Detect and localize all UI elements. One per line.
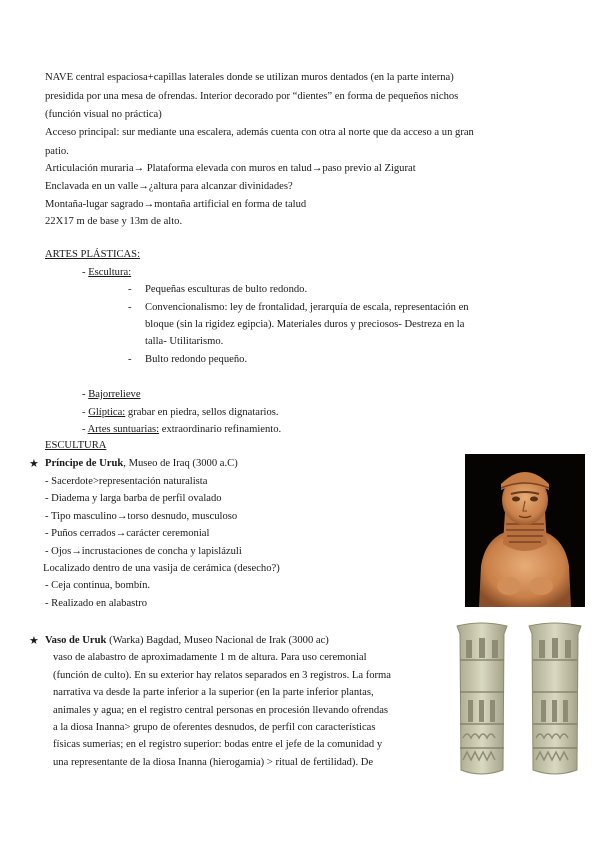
principe-item: - Puños cerrados→carácter ceremonial <box>45 528 210 539</box>
principe-title: Príncipe de Uruk <box>45 458 124 469</box>
vaso-photo <box>449 620 590 783</box>
intro-line: presidida por una mesa de ofrendas. Interior decorado por “dientes” en forma de pequeños nichos <box>45 91 459 102</box>
intro-line: NAVE central espaciosa+capillas laterales donde se utilizan muros dentados (en la parte interna) <box>45 72 454 83</box>
statue-illustration <box>465 454 585 607</box>
gliptica-label: Glíptica: <box>88 407 126 418</box>
vaso-line: narrativa va desde la parte inferior a la superior (en la parte inferior plantas, <box>53 687 374 698</box>
vaso-line: una representante de la diosa Inanna (hierogamia) > ritual de fertilidad). De <box>53 757 374 768</box>
suntuarias-prefix: - <box>82 424 88 435</box>
escultura-prefix: - <box>82 267 89 278</box>
vase-illustration <box>449 620 590 783</box>
principe-item: - Diadema y larga barba de perfil ovalado <box>45 493 222 504</box>
intro-line: Enclavada en un valle→¿altura para alcanzar divinidades? <box>45 181 293 192</box>
principe-photo <box>465 454 585 607</box>
gliptica-item <box>82 404 279 422</box>
suntuarias-item <box>82 421 281 439</box>
principe-item: - Sacerdote>representación naturalista <box>45 476 208 487</box>
intro-line: Articulación muraria→ Plataforma elevada con muros en talud→paso previo al Zigurat <box>45 163 416 174</box>
principe-item: - Tipo masculino→torso desnudo, musculoso <box>45 511 238 522</box>
star-icon: ★ <box>29 635 39 647</box>
intro-line: patio. <box>45 146 69 157</box>
intro-line: 22X17 m de base y 13m de alto. <box>45 216 183 227</box>
vaso-title: Vaso de Uruk <box>45 635 107 646</box>
principe-item: - Ceja continua, bombín. <box>45 580 151 591</box>
escultura-heading: ESCULTURA <box>45 440 107 451</box>
bajorrelieve-item <box>82 386 141 404</box>
bullet-dash: - <box>128 302 132 313</box>
vaso-line: físicas sumerias; en el registro superior: bodas entre el jefe de la comunidad y <box>53 739 383 750</box>
suntuarias-label: Artes suntuarias: <box>87 424 160 435</box>
artes-heading: ARTES PLÁSTICAS: <box>45 249 141 260</box>
intro-line: Montaña-lugar sagrado→montaña artificial en forma de talud <box>45 199 307 210</box>
vaso-line: vaso de alabastro de aproximadamente 1 m de altura. Para uso ceremonial <box>53 652 367 663</box>
principe-title-line <box>45 455 238 473</box>
bullet-text: Pequeñas esculturas de bulto redondo. <box>145 284 308 295</box>
bajorrelieve-prefix: - <box>82 389 89 400</box>
star-icon: ★ <box>29 458 39 470</box>
bullet-dash: - <box>128 354 132 365</box>
principe-title-rest: , Museo de Iraq (3000 a.C) <box>123 458 238 469</box>
suntuarias-text: extraordinario refinamiento. <box>159 424 282 435</box>
vaso-line: (función de culto). En su exterior hay relatos separados en 3 registros. La forma <box>53 670 392 681</box>
bullet-text: Convencionalismo: ley de frontalidad, jerarquía de escala, representación en <box>145 302 469 313</box>
principe-item: - Realizado en alabastro <box>45 598 148 609</box>
escultura-label: Escultura: <box>88 267 132 278</box>
bullet-dash: - <box>128 284 132 295</box>
intro-line: Acceso principal: sur mediante una escalera, además cuenta con otra al norte que da acceso a un gran <box>45 127 474 138</box>
escultura-subheading <box>82 264 131 282</box>
bajorrelieve-label: Bajorrelieve <box>88 389 141 400</box>
vaso-title-line <box>45 632 329 650</box>
gliptica-prefix: - <box>82 407 89 418</box>
bullet-text: talla- Utilitarismo. <box>145 336 224 347</box>
gliptica-text: grabar en piedra, sellos dignatarios. <box>125 407 279 418</box>
principe-item: Localizado dentro de una vasija de cerámica (desecho?) <box>43 563 280 574</box>
vaso-title-rest: (Warka) Bagdad, Museo Nacional de Irak (3000 ac) <box>106 635 329 646</box>
vaso-line: a la diosa Inanna> grupo de oferentes desnudos, de perfil con características <box>53 722 376 733</box>
vaso-line: animales y agua; en el registro central personas en procesión llevando ofrendas <box>53 705 389 716</box>
bullet-text: Bulto redondo pequeño. <box>145 354 248 365</box>
bullet-text: bloque (sin la rigidez egipcia). Materiales duros y preciosos- Destreza en la <box>145 319 465 330</box>
principe-item: - Ojos→incrustaciones de concha y lapislázuli <box>45 546 242 557</box>
intro-line: (función visual no práctica) <box>45 109 162 120</box>
